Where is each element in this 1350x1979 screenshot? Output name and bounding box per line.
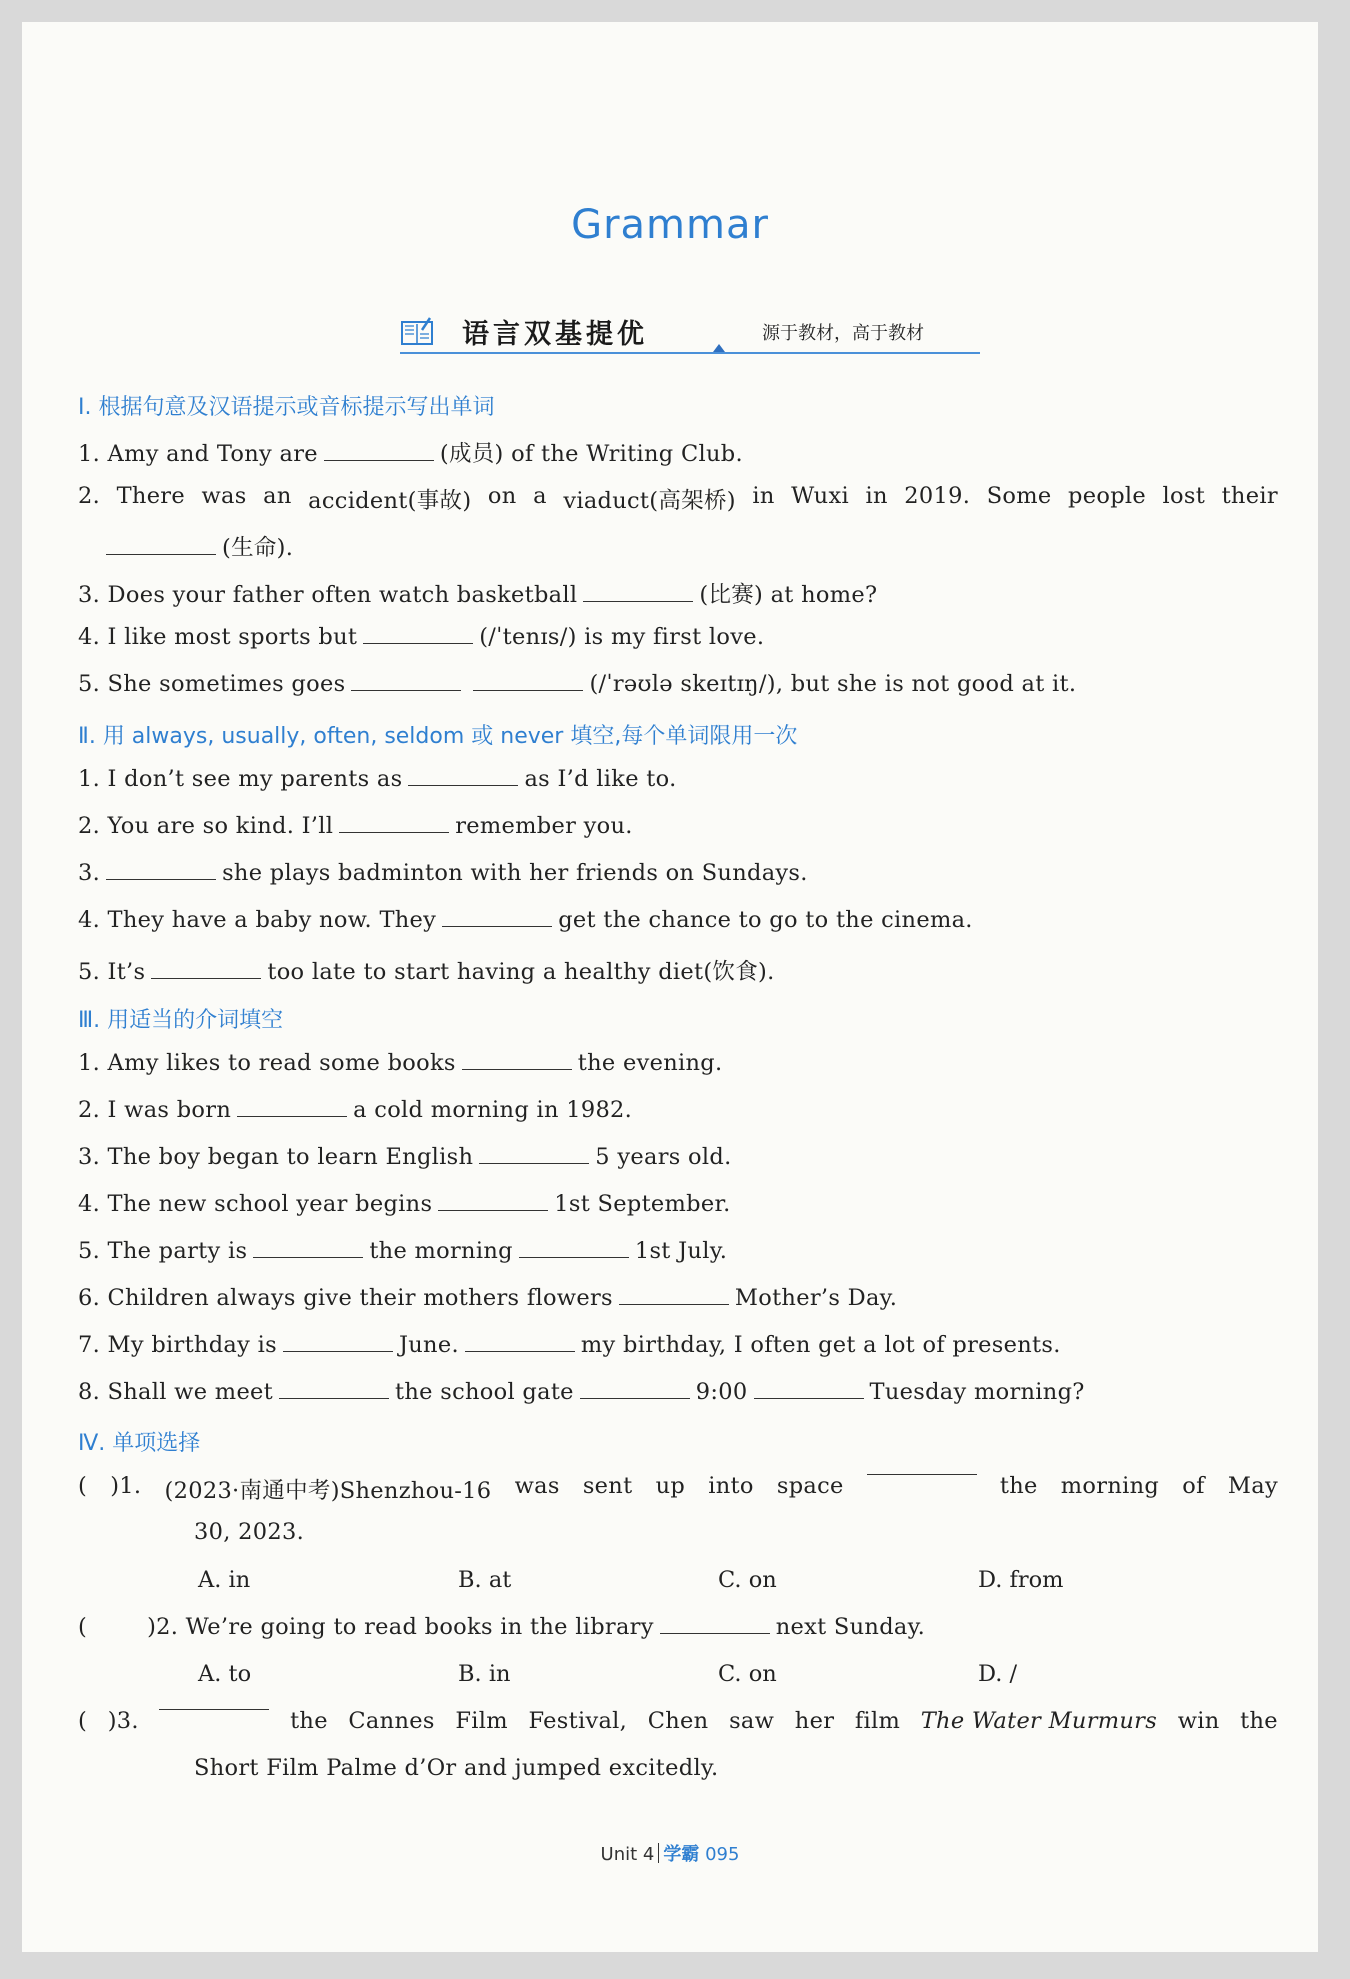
footer-brand: 学霸 (663, 1844, 700, 1865)
s1-question-3: 3. Does your father often watch basketball (比赛) at home? (78, 582, 878, 608)
answer-blank[interactable] (583, 600, 693, 602)
word: on (487, 483, 517, 509)
answer-blank[interactable] (660, 1632, 770, 1634)
option[interactable]: B. at (458, 1567, 512, 1593)
word: Chen (647, 1708, 709, 1734)
word: sent (582, 1473, 633, 1499)
answer-blank[interactable] (442, 925, 552, 927)
answer-blank[interactable] (363, 642, 473, 644)
s3-question-4: 4. The new school year begins 1st September. (78, 1191, 731, 1217)
section-1-heading: Ⅰ. 根据句意及汉语提示或音标提示写出单词 (78, 395, 495, 420)
word: viaduct(高架桥) (563, 488, 736, 514)
word: the (1240, 1708, 1278, 1734)
footer-unit: Unit 4 (600, 1844, 655, 1865)
section-2-heading: Ⅱ. 用 always, usually, often, seldom 或 never 填空,每个单词限用一次 (78, 724, 798, 749)
word: up (655, 1473, 686, 1499)
answer-blank[interactable] (159, 1708, 269, 1710)
word: Some (986, 483, 1052, 509)
s4-question-1 (78, 1473, 1278, 1505)
answer-blank[interactable] (580, 1397, 690, 1399)
section-banner (400, 312, 980, 358)
answer-blank[interactable] (408, 784, 518, 786)
word: into (708, 1473, 754, 1499)
word: 2. (78, 483, 101, 509)
word: space (776, 1473, 844, 1499)
workbook-page (22, 22, 1318, 1952)
word: (2023·南通中考)Shenzhou-16 (164, 1478, 492, 1504)
answer-blank[interactable] (279, 1397, 389, 1399)
banner-title: 语言双基提优 (462, 319, 648, 350)
s1-question-5: 5. She sometimes goes (/ˈrəʊlə skeɪtɪŋ/), but she is not good at it. (78, 671, 1077, 697)
word: in (752, 483, 775, 509)
answer-blank[interactable] (867, 1473, 977, 1475)
answer-blank[interactable] (754, 1397, 864, 1399)
page-footer (22, 1840, 1318, 1866)
page-number: 095 (705, 1844, 740, 1865)
word: an (263, 483, 292, 509)
word: saw (729, 1708, 775, 1734)
s4-question-1-cont: 30, 2023. (194, 1519, 305, 1545)
s1-question-4: 4. I like most sports but (/ˈtenɪs/) is my first love. (78, 624, 765, 650)
word: a (533, 483, 547, 509)
word: the (290, 1708, 328, 1734)
s2-question-4: 4. They have a baby now. They get the chance to go to the cinema. (78, 907, 973, 933)
word: )3. (107, 1708, 139, 1734)
word: ( (78, 1708, 88, 1734)
s3-question-7: 7. My birthday is June. my birthday, I often get a lot of presents. (78, 1332, 1061, 1358)
book-icon (400, 316, 434, 346)
word: was (514, 1473, 560, 1499)
s3-question-8: 8. Shall we meet the school gate 9:00 Tuesday morning? (78, 1379, 1085, 1405)
word: morning (1060, 1473, 1160, 1499)
answer-blank[interactable] (619, 1303, 729, 1305)
word: of (1182, 1473, 1205, 1499)
answer-blank[interactable] (473, 689, 583, 691)
option[interactable]: C. on (718, 1567, 777, 1593)
word: May (1227, 1473, 1278, 1499)
word: the (999, 1473, 1038, 1499)
word: their (1221, 483, 1278, 509)
answer-blank[interactable] (151, 977, 261, 979)
section-3-heading: Ⅲ. 用适当的介词填空 (78, 1008, 284, 1033)
page-title: Grammar (571, 202, 769, 248)
footer-divider (658, 1843, 659, 1863)
option[interactable]: D. from (978, 1567, 1064, 1593)
word: was (201, 483, 247, 509)
s3-question-5: 5. The party is the morning 1st July. (78, 1238, 728, 1264)
option[interactable]: C. on (718, 1661, 777, 1687)
s4-question-1-options (198, 1567, 1238, 1593)
answer-blank[interactable] (438, 1209, 548, 1211)
s4-question-3-cont: Short Film Palme d’Or and jumped excitedly. (194, 1755, 719, 1781)
answer-blank[interactable] (106, 878, 216, 880)
option[interactable]: A. in (198, 1567, 251, 1593)
word: accident(事故) (308, 488, 472, 514)
s1-question-2-cont: (生命). (106, 530, 1306, 562)
s1-question-1: 1. Amy and Tony are (成员) of the Writing Club. (78, 441, 743, 467)
word: people (1068, 483, 1147, 509)
s1-question-2 (78, 483, 1278, 515)
option[interactable]: A. to (198, 1661, 252, 1687)
option[interactable]: B. in (458, 1661, 511, 1687)
word: Festival, (528, 1708, 628, 1734)
answer-blank[interactable] (237, 1115, 347, 1117)
word: her (794, 1708, 835, 1734)
word: Film (455, 1708, 508, 1734)
answer-blank[interactable] (351, 689, 461, 691)
word: in (865, 483, 888, 509)
answer-blank[interactable] (283, 1350, 393, 1352)
word: ( (78, 1473, 88, 1499)
s4-question-2-options (198, 1661, 1238, 1687)
s3-question-2: 2. I was born a cold morning in 1982. (78, 1097, 633, 1123)
s3-question-3: 3. The boy began to learn English 5 years old. (78, 1144, 732, 1170)
s2-question-5: 5. It’s too late to start having a healthy diet(饮食). (78, 959, 775, 985)
s2-question-3: 3. she plays badminton with her friends on Sundays. (78, 860, 808, 886)
s4-question-3 (78, 1708, 1278, 1734)
s3-question-6: 6. Children always give their mothers flowers Mother’s Day. (78, 1285, 898, 1311)
answer-blank[interactable] (106, 553, 216, 555)
answer-blank[interactable] (462, 1068, 572, 1070)
word: Wuxi (791, 483, 849, 509)
s3-question-1: 1. Amy likes to read some books the evening. (78, 1050, 723, 1076)
word: 2019. (904, 483, 971, 509)
option[interactable]: D. / (978, 1661, 1018, 1687)
s4-question-2: ( )2. We’re going to read books in the library next Sunday. (78, 1614, 926, 1640)
section-4-heading: Ⅳ. 单项选择 (78, 1431, 201, 1456)
word: win (1177, 1708, 1220, 1734)
banner-subtitle: 源于教材，高于教材 (762, 323, 924, 344)
word: Cannes (348, 1708, 435, 1734)
word: There (116, 483, 185, 509)
answer-blank[interactable] (519, 1256, 629, 1258)
word: lost (1162, 483, 1206, 509)
word: )1. (110, 1473, 142, 1499)
answer-blank[interactable] (324, 459, 434, 461)
answer-blank[interactable] (465, 1350, 575, 1352)
triangle-marker-icon (713, 344, 725, 352)
s2-question-2: 2. You are so kind. I’ll remember you. (78, 813, 633, 839)
s2-question-1: 1. I don’t see my parents as as I’d like to. (78, 766, 677, 792)
answer-blank[interactable] (339, 831, 449, 833)
word: film (854, 1708, 901, 1734)
banner-rule (400, 352, 980, 354)
answer-blank[interactable] (253, 1256, 363, 1258)
answer-blank[interactable] (479, 1162, 589, 1164)
film-title: The Water Murmurs (920, 1708, 1158, 1734)
